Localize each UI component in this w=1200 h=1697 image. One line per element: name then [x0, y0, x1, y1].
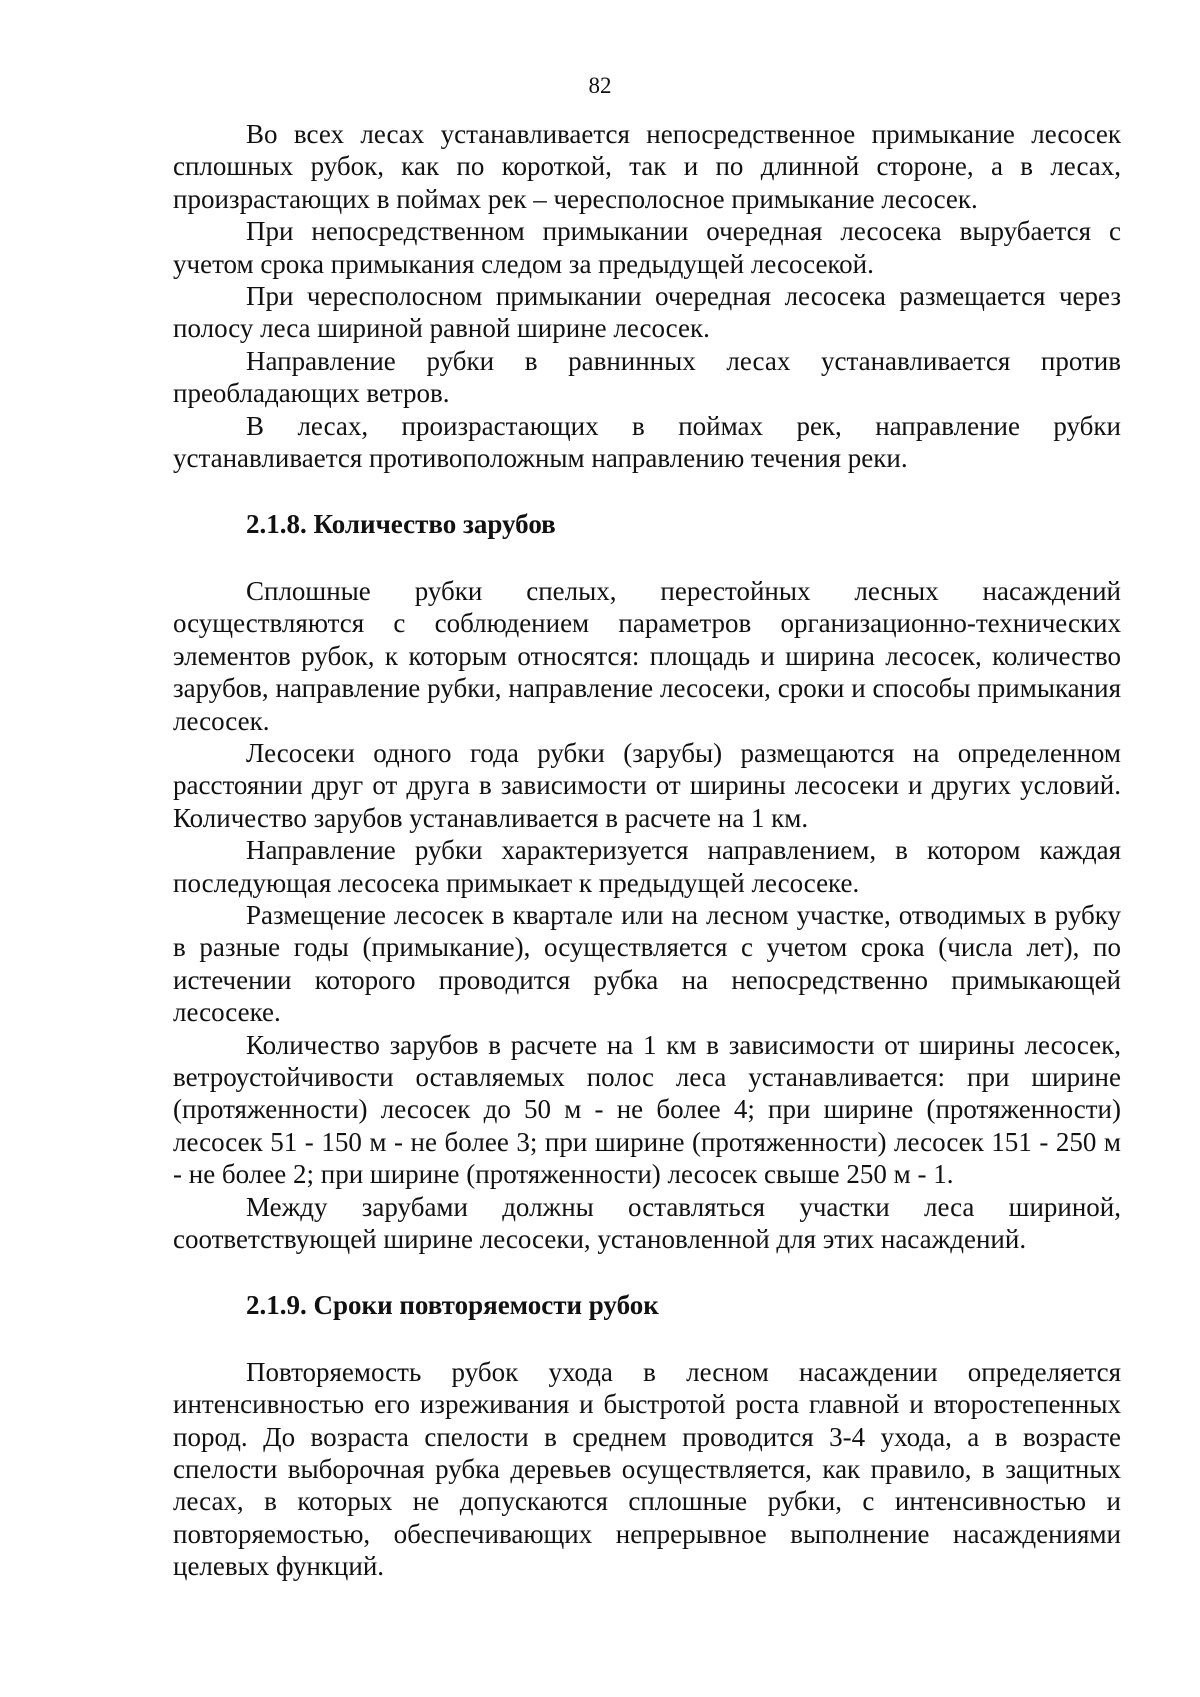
paragraph: Повторяемость рубок ухода в лесном насаждении определяется интенсивностью его изреживания и быстротой роста главной и второстепенных пород. До возраста спелости в среднем проводится 3-4 ухода, а в возрасте спелости выборочная рубка деревьев осуществляется, как правило, в защитных лесах, в которых не допускаются сплошные рубки, с интенсивностью и повторяемостью, обеспечивающих непрерывное выполнение насаждениями целевых функций.: [173, 1356, 1121, 1582]
spacer: [173, 1255, 1121, 1289]
paragraph: При чересполосном примыкании очередная лесосека размещается через полосу леса шириной равной ширине лесосек.: [173, 281, 1121, 344]
paragraph: Направление рубки характеризуется направлением, в котором каждая последующая лесосека примыкает к предыдущей лесосеке.: [173, 835, 1121, 898]
section-heading-2-1-9: 2.1.9. Сроки повторяемости рубок: [246, 1290, 659, 1321]
paragraph: При непосредственном примыкании очередная лесосека вырубается с учетом срока примыкания следом за предыдущей лесосекой.: [173, 216, 1121, 279]
paragraph: В лесах, произрастающих в поймах рек, направление рубки устанавливается противоположным направлению течения реки.: [173, 410, 1121, 474]
spacer: [173, 1322, 1121, 1356]
paragraph: Во всех лесах устанавливается непосредственное примыкание лесосек сплошных рубок, как по короткой, так и по длинной стороне, а в лесах, произрастающих в поймах рек – чересполосное примыкание лесосек.: [173, 119, 1121, 214]
document-body: [173, 118, 1121, 1583]
paragraph: Лесосеки одного года рубки (зарубы) размещаются на определенном расстоянии друг от друга в зависимости от ширины лесосеки и других условий. Количество зарубов устанавливается в расчете на 1 км.: [173, 737, 1121, 833]
paragraph: Сплошные рубки спелых, перестойных лесных насаждений осуществляются с соблюдением параметров организационно-технических элементов рубок, к которым относятся: площадь и ширина лесосек, количество зарубов, направление рубки, направление лесосеки, сроки и способы примыкания лесосек.: [173, 575, 1121, 736]
paragraph: Направление рубки в равнинных лесах устанавливается против преобладающих ветров.: [173, 345, 1121, 409]
paragraph: Размещение лесосек в квартале или на лесном участке, отводимых в рубку в разные годы (примыкание), осуществляется с учетом срока (числа лет), по истечении которого проводится рубка на непосредственно примыкающей лесосеке.: [173, 899, 1121, 1028]
section-heading-2-1-8: 2.1.8. Количество зарубов: [246, 509, 556, 540]
page-number: 82: [588, 73, 612, 98]
spacer: [173, 541, 1121, 575]
spacer: [173, 474, 1121, 508]
paragraph: Между зарубами должны оставляться участки леса шириной, соответствующей ширине лесосеки, установленной для этих насаждений.: [173, 1191, 1121, 1254]
paragraph: Количество зарубов в расчете на 1 км в зависимости от ширины лесосек, ветроустойчивости оставляемых полос леса устанавливается: при ширине (протяженности) лесосек до 50 м - не более 4; при ширине (протяженности) лесосек 51 - 150 м - не более 3; при ширине (протяженности) лесосек 151 - 250 м - не более 2; при ширине (протяженности) лесосек свыше 250 м - 1.: [173, 1029, 1121, 1190]
